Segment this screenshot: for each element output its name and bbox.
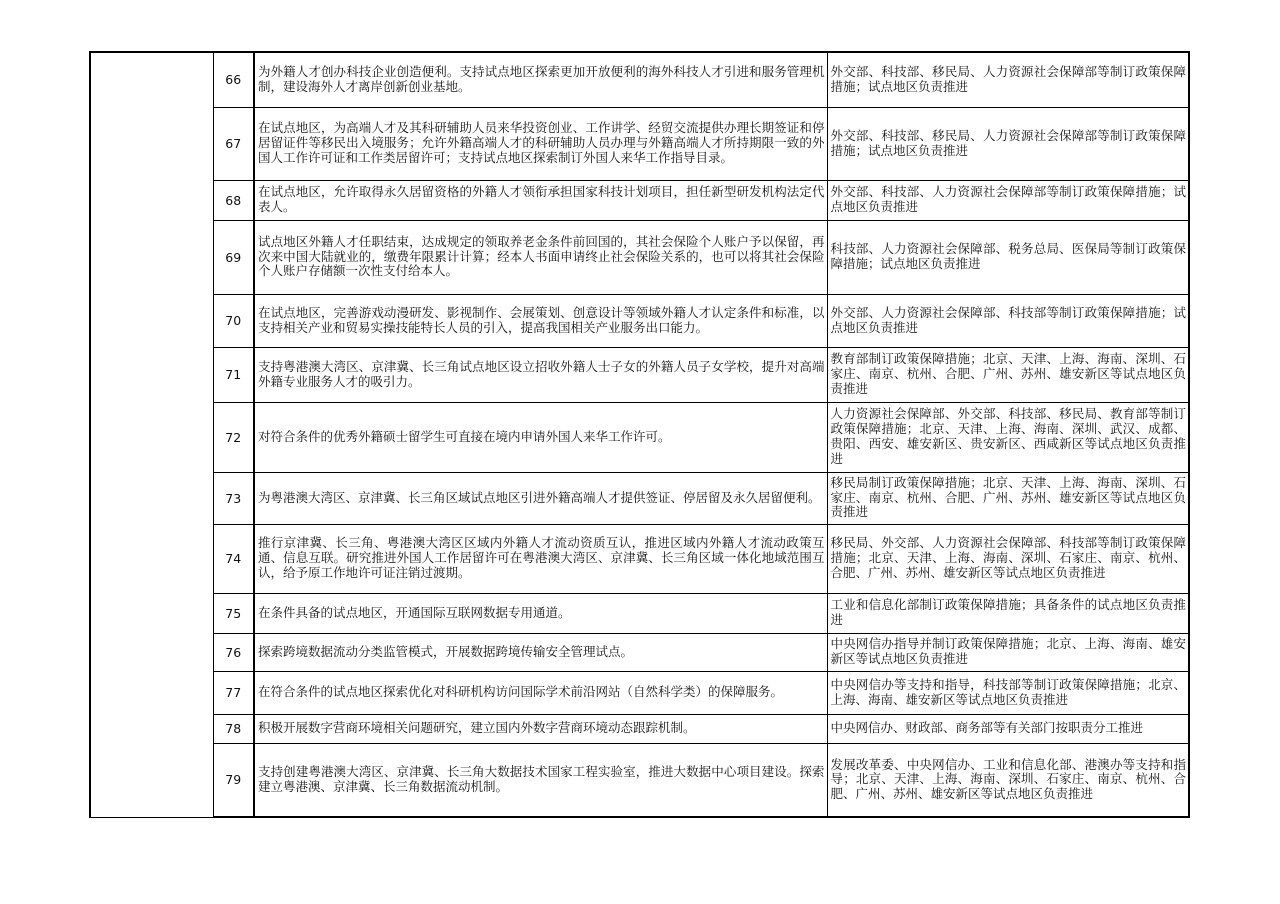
measure-content: 在试点地区，为高端人才及其科研辅助人员来华投资创业、工作讲学、经贸交流提供办理长期签证和停居留证件等移民出入境服务；允许外籍高端人才的科研辅助人员办理与外籍高端人才所持期限一致的外国人工作许可证和工作类居留许可；支持试点地区探索制订外国人来华工作指导目录。 xyxy=(258,120,825,165)
category-cell xyxy=(90,52,213,817)
measure-content-cell xyxy=(254,633,827,671)
responsible-cell xyxy=(827,633,1189,671)
row-number: 78 xyxy=(213,714,254,743)
responsible-units: 教育部制订政策保障措施；北京、天津、上海、海南、深圳、石家庄、南京、杭州、合肥、广州、苏州、雄安新区等试点地区负责推进 xyxy=(830,351,1186,396)
measure-content-cell xyxy=(254,714,827,743)
measure-content: 在试点地区，允许取得永久居留资格的外籍人才领衔承担国家科技计划项目，担任新型研发机构法定代表人。 xyxy=(258,184,825,214)
table-row xyxy=(90,180,1189,220)
row-number: 73 xyxy=(213,472,254,524)
measure-content-cell xyxy=(254,472,827,524)
table-row xyxy=(90,52,1189,107)
responsible-units: 科技部、人力资源社会保障部、税务总局、医保局等制订政策保障措施；试点地区负责推进 xyxy=(830,241,1186,271)
responsible-units: 工业和信息化部制订政策保障措施；具备条件的试点地区负责推进 xyxy=(830,597,1186,627)
table-row xyxy=(90,347,1189,402)
responsible-units: 中央网信办指导并制订政策保障措施；北京、上海、海南、雄安新区等试点地区负责推进 xyxy=(830,636,1186,666)
measure-content: 探索跨境数据流动分类监管模式，开展数据跨境传输安全管理试点。 xyxy=(258,643,634,659)
table-row xyxy=(90,294,1189,347)
row-number: 68 xyxy=(213,180,254,220)
responsible-cell xyxy=(827,743,1189,817)
table-row xyxy=(90,472,1189,524)
measure-content-cell xyxy=(254,220,827,294)
measures-table xyxy=(89,51,1190,818)
measure-content-cell xyxy=(254,107,827,180)
responsible-cell xyxy=(827,220,1189,294)
table-row xyxy=(90,402,1189,472)
responsible-cell xyxy=(827,472,1189,524)
row-number: 70 xyxy=(213,294,254,347)
measure-content: 为粤港澳大湾区、京津冀、长三角区域试点地区引进外籍高端人才提供签证、停居留及永久居留便利。 xyxy=(258,489,821,505)
measure-content-cell xyxy=(254,180,827,220)
responsible-units: 人力资源社会保障部、外交部、科技部、移民局、教育部等制订政策保障措施；北京、天津、上海、海南、深圳、武汉、成都、贵阳、西安、雄安新区、贵安新区、西咸新区等试点地区负责推进 xyxy=(830,406,1186,466)
measure-content-cell xyxy=(254,52,827,107)
responsible-units: 移民局、外交部、人力资源社会保障部、科技部等制订政策保障措施；北京、天津、上海、海南、深圳、石家庄、南京、杭州、合肥、广州、苏州、雄安新区等试点地区负责推进 xyxy=(830,535,1186,580)
responsible-units: 发展改革委、中央网信办、工业和信息化部、港澳办等支持和指导；北京、天津、上海、海南、深圳、石家庄、南京、杭州、合肥、广州、苏州、雄安新区等试点地区负责推进 xyxy=(830,756,1186,802)
measure-content-cell xyxy=(254,347,827,402)
row-number: 71 xyxy=(213,347,254,402)
table-row xyxy=(90,524,1189,593)
row-number: 74 xyxy=(213,524,254,593)
responsible-units: 外交部、人力资源社会保障部、科技部等制订政策保障措施；试点地区负责推进 xyxy=(830,304,1186,335)
responsible-cell xyxy=(827,52,1189,107)
row-number: 79 xyxy=(213,743,254,817)
measure-content-cell xyxy=(254,671,827,714)
responsible-cell xyxy=(827,524,1189,593)
row-number: 66 xyxy=(213,52,254,107)
responsible-units: 中央网信办、财政部、商务部等有关部门按职责分工推进 xyxy=(830,720,1144,736)
measure-content-cell xyxy=(254,402,827,472)
measure-content: 在条件具备的试点地区，开通国际互联网数据专用通道。 xyxy=(258,604,571,620)
measure-content: 支持创建粤港澳大湾区、京津冀、长三角大数据技术国家工程实验室，推进大数据中心项目建设。探索建立粤港澳、京津冀、长三角数据流动机制。 xyxy=(258,763,825,794)
responsible-units: 外交部、科技部、人力资源社会保障部等制订政策保障措施；试点地区负责推进 xyxy=(830,184,1186,214)
responsible-cell xyxy=(827,294,1189,347)
row-number: 72 xyxy=(213,402,254,472)
responsible-cell xyxy=(827,402,1189,472)
row-number: 75 xyxy=(213,593,254,633)
table-row xyxy=(90,714,1189,743)
table-row xyxy=(90,593,1189,633)
responsible-units: 外交部、科技部、移民局、人力资源社会保障部等制订政策保障措施；试点地区负责推进 xyxy=(830,127,1186,158)
measure-content: 支持粤港澳大湾区、京津冀、长三角试点地区设立招收外籍人士子女的外籍人员子女学校，提升对高端外籍专业服务人才的吸引力。 xyxy=(258,358,825,389)
responsible-cell xyxy=(827,714,1189,743)
table-row xyxy=(90,743,1189,817)
measure-content-cell xyxy=(254,294,827,347)
table-row xyxy=(90,107,1189,180)
responsible-units: 中央网信办等支持和指导，科技部等制订政策保障措施；北京、上海、海南、雄安新区等试点地区负责推进 xyxy=(830,676,1186,707)
responsible-cell xyxy=(827,593,1189,633)
measure-content: 积极开展数字营商环境相关问题研究，建立国内外数字营商环境动态跟踪机制。 xyxy=(258,720,696,736)
measure-content: 为外籍人才创办科技企业创造便利。支持试点地区探索更加开放便利的海外科技人才引进和服务管理机制，建设海外人才离岸创新创业基地。 xyxy=(258,63,825,94)
responsible-cell xyxy=(827,347,1189,402)
measure-content-cell xyxy=(254,743,827,817)
row-number: 76 xyxy=(213,633,254,671)
table-row xyxy=(90,633,1189,671)
measure-content: 试点地区外籍人才任职结束，达成规定的领取养老金条件前回国的，其社会保险个人账户予以保留，再次来中国大陆就业的，缴费年限累计计算；经本人书面申请终止社会保险关系的，也可以将其社会保险个人账户存储额一次性支付给本人。 xyxy=(258,233,825,279)
row-number: 77 xyxy=(213,671,254,714)
responsible-units: 外交部、科技部、移民局、人力资源社会保障部等制订政策保障措施；试点地区负责推进 xyxy=(830,63,1186,94)
row-number: 69 xyxy=(213,220,254,294)
responsible-units: 移民局制订政策保障措施；北京、天津、上海、海南、深圳、石家庄、南京、杭州、合肥、广州、苏州、雄安新区等试点地区负责推进 xyxy=(830,474,1186,520)
measure-content-cell xyxy=(254,524,827,593)
measure-content: 对符合条件的优秀外籍硕士留学生可直接在境内申请外国人来华工作许可。 xyxy=(258,428,671,444)
responsible-cell xyxy=(827,671,1189,714)
table-row xyxy=(90,220,1189,294)
measure-content: 在试点地区，完善游戏动漫研发、影视制作、会展策划、创意设计等领域外籍人才认定条件和标准，以支持相关产业和贸易实操技能特长人员的引入，提高我国相关产业服务出口能力。 xyxy=(258,304,825,335)
table-row xyxy=(90,671,1189,714)
measure-content: 在符合条件的试点地区探索优化对科研机构访问国际学术前沿网站（自然科学类）的保障服务。 xyxy=(258,684,784,700)
measure-content-cell xyxy=(254,593,827,633)
responsible-cell xyxy=(827,180,1189,220)
measure-content: 推行京津冀、长三角、粤港澳大湾区区域内外籍人才流动资质互认，推进区域内外籍人才流动政策互通、信息互联。研究推进外国人工作居留许可在粤港澳大湾区、京津冀、长三角区域一体化地域范围互认，给予原工作地许可证注销过渡期。 xyxy=(258,535,825,580)
responsible-cell xyxy=(827,107,1189,180)
row-number: 67 xyxy=(213,107,254,180)
